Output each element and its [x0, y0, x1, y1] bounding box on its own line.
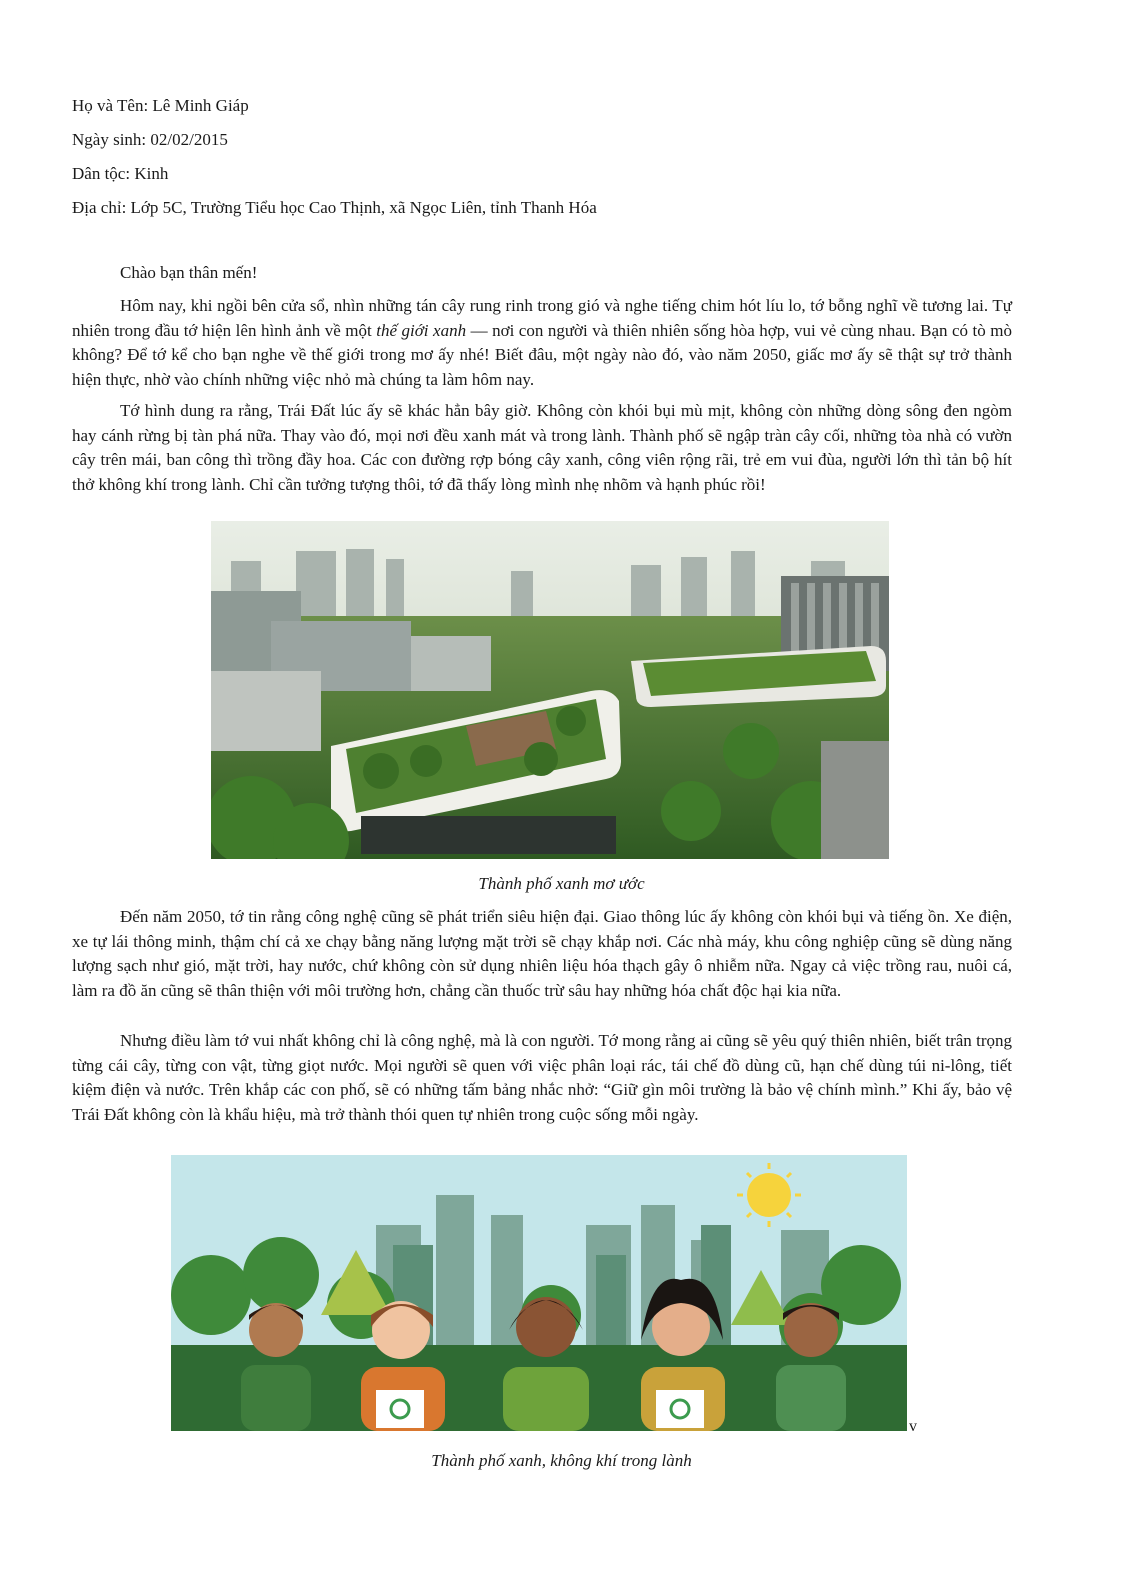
student-name: Họ và Tên: Lê Minh Giáp	[72, 96, 249, 115]
caption-clean-air-city: Thành phố xanh, không khí trong lành	[431, 1451, 692, 1470]
paragraph-2: Tớ hình dung ra rằng, Trái Đất lúc ấy sẽ khác hẳn bây giờ. Không còn khói bụi mù mịt, không còn những dòng sông đen ngòm hay cánh rừng bị tàn phá nữa. Thay vào đó, mọi nơi đều xanh mát và trong lành. Thành phố sẽ ngập tràn cây cối, những tòa nhà có vườn cây trên mái, ban công thì trồng đầy hoa. Các con đường rợp bóng cây xanh, công viên rộng rãi, trẻ em vui đùa, người lớn thì tản bộ hít thở không khí trong lành. Chỉ cần tưởng tượng thôi, tớ đã thấy lòng mình nhẹ nhõm và hạnh phúc rồi!	[72, 401, 1012, 494]
stray-mark: v	[909, 1418, 917, 1435]
paragraph-1-start: Hôm nay, khi ngồi bên cửa sổ, nhìn những tán cây rung rinh trong gió và nghe tiếng chim hót líu lo, tớ bỗng nghĩ về tương lai. Tự nhiên trong đầu tớ hiện lên hình ảnh về một	[72, 296, 1012, 340]
children-illustration-art	[171, 1155, 907, 1431]
caption-green-city: Thành phố xanh mơ ước	[478, 874, 645, 893]
green-city-photo	[211, 521, 889, 859]
student-address: Địa chỉ: Lớp 5C, Trường Tiểu học Cao Thịnh, xã Ngọc Liên, tỉnh Thanh Hóa	[72, 198, 597, 217]
paragraph-1	[72, 294, 1012, 392]
children-green-city-illustration	[171, 1155, 907, 1431]
green-city-illustration	[211, 521, 889, 859]
student-dob: Ngày sinh: 02/02/2015	[72, 130, 228, 149]
paragraph-1-end: — nơi con người và thiên nhiên sống hòa hợp, vui vẻ cùng nhau. Bạn có tò mò không? Để tớ kể cho bạn nghe về thế giới trong mơ ấy nhé! Biết đâu, một ngày nào đó, vào năm 2050, giấc mơ ấy sẽ thật sự trở thành hiện thực, nhờ vào chính những việc nhỏ mà chúng ta làm hôm nay.	[72, 320, 1012, 389]
paragraph-4: Nhưng điều làm tớ vui nhất không chỉ là công nghệ, mà là con người. Tớ mong rằng ai cũng sẽ yêu quý thiên nhiên, biết trân trọng từng cái cây, từng con vật, từng giọt nước. Mọi người sẽ quen với việc phân loại rác, tái chế đồ dùng cũ, hạn chế dùng túi ni-lông, tiết kiệm điện và nước. Trên khắp các con phố, sẽ có những tấm bảng nhắc nhở: “Giữ gìn môi trường là bảo vệ chính mình.” Khi ấy, bảo vệ Trái Đất không còn là khẩu hiệu, mà trở thành thói quen tự nhiên trong cuộc sống mỗi ngày.	[72, 1031, 1012, 1124]
green-world-phrase: thế giới xanh	[376, 320, 467, 340]
student-ethnicity: Dân tộc: Kinh	[72, 164, 169, 183]
paragraph-3: Đến năm 2050, tớ tin rằng công nghệ cũng sẽ phát triển siêu hiện đại. Giao thông lúc ấy không còn khói bụi và tiếng ồn. Xe điện, xe tự lái thông minh, thậm chí cả xe chạy bằng năng lượng mặt trời sẽ chạy khắp nơi. Các nhà máy, khu công nghiệp cũng sẽ dùng năng lượng sạch như gió, mặt trời, hay nước, chứ không còn sử dụng nhiên liệu hóa thạch gây ô nhiễm nữa. Ngay cả việc trồng rau, nuôi cá, làm ra đồ ăn cũng sẽ thân thiện với môi trường hơn, chẳng cần thuốc trừ sâu hay những hóa chất độc hại kia nữa.	[72, 907, 1012, 1000]
letter-greeting: Chào bạn thân mến!	[120, 263, 258, 282]
